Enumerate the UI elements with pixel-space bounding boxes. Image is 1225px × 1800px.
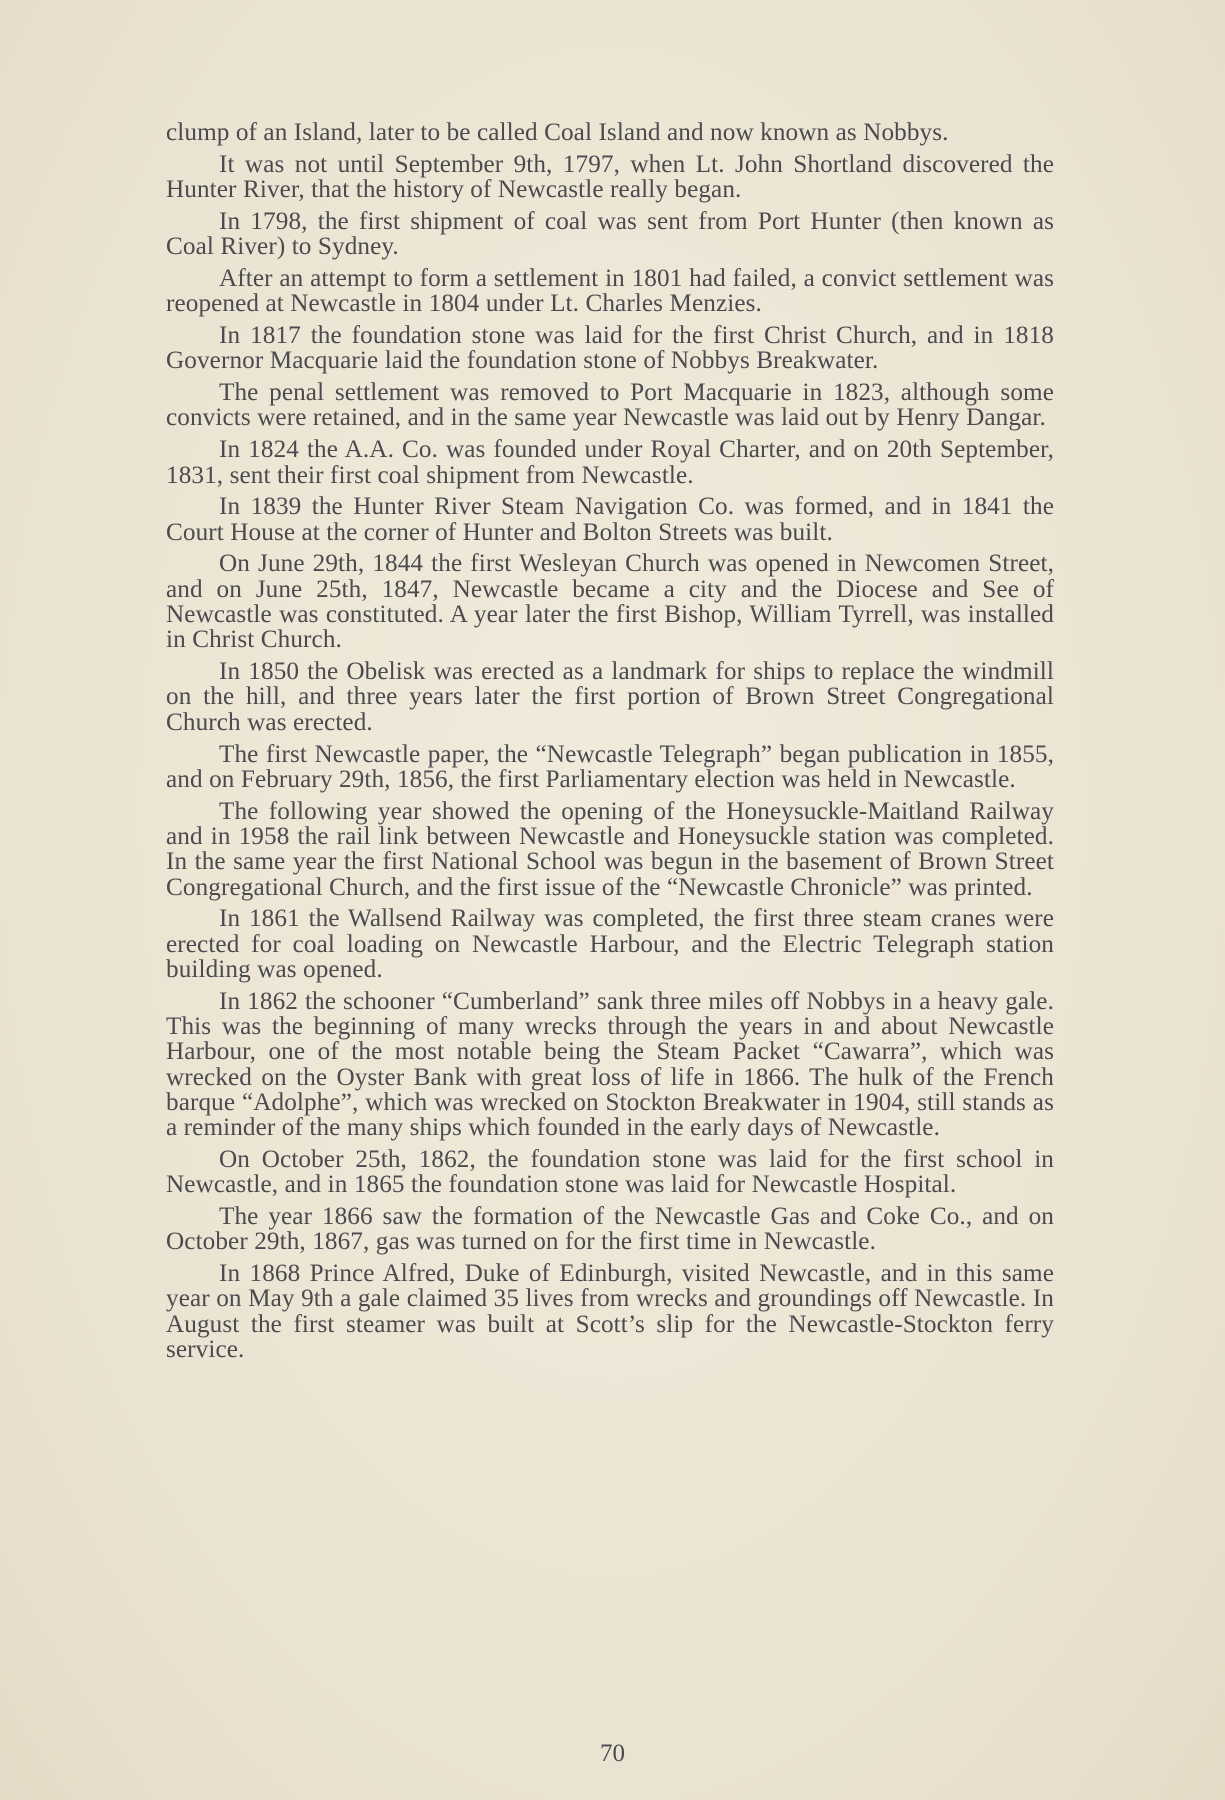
paragraph: After an attempt to form a settlement in 1801 had failed, a convict settlement was reopened at Newcastle in 1804 under Lt. Charles Menzies. xyxy=(166,264,1054,318)
paragraph: On October 25th, 1862, the foundation stone was laid for the first school in Newcastle, and in 1865 the foundation stone was laid for Newcastle Hospital. xyxy=(166,1145,1054,1199)
paragraph: In 1861 the Wallsend Railway was completed, the first three steam cranes were erected for coal loading on Newcastle Harbour, and the Electric Telegraph station building was opened. xyxy=(166,905,1054,983)
paragraph: In 1798, the first shipment of coal was sent from Port Hunter (then known as Coal River) to Sydney. xyxy=(166,207,1054,261)
paragraph: In 1839 the Hunter River Steam Navigation Co. was formed, and in 1841 the Court House at the corner of Hunter and Bolton Streets was built. xyxy=(166,493,1054,546)
paragraph: It was not until September 9th, 1797, when Lt. John Shortland discovered the Hunter River, that the history of Newcastle really began. xyxy=(166,150,1054,204)
paragraph: The year 1866 saw the formation of the Newcastle Gas and Coke Co., and on October 29th, 1867, gas was turned on for the first time in Newcastle. xyxy=(166,1203,1054,1256)
paragraph: In 1868 Prince Alfred, Duke of Edinburgh, visited Newcastle, and in this same year on May 9th a gale claimed 35 lives from wrecks and groundings off Newcastle. In August the first steamer was built at Scott’s slip for the Newcastle-Stockton ferry service. xyxy=(166,1260,1054,1364)
paragraph: In 1817 the foundation stone was laid for the first Christ Church, and in 1818 Governor Macquarie laid the foundation stone of Nobbys Breakwater. xyxy=(166,322,1054,375)
page-number: 70 xyxy=(600,1740,625,1767)
body-text xyxy=(166,120,1054,1369)
paragraph: The first Newcastle paper, the “Newcastle Telegraph” began publication in 1855, and on February 29th, 1856, the first Parliamentary election was held in Newcastle. xyxy=(166,740,1054,793)
paragraph: In 1850 the Obelisk was erected as a landmark for ships to replace the windmill on the hill, and three years later the first portion of Brown Street Congregational Church was erected. xyxy=(166,658,1054,736)
paragraph: The penal settlement was removed to Port Macquarie in 1823, although some convicts were retained, and in the same year Newcastle was laid out by Henry Dangar. xyxy=(166,379,1054,432)
paragraph: On June 29th, 1844 the first Wesleyan Church was opened in Newcomen Street, and on June 25th, 1847, Newcastle became a city and the Diocese and See of Newcastle was constituted. A year later the first Bishop, William Tyrrell, was installed in Christ Church. xyxy=(166,550,1054,654)
paragraph: The following year showed the opening of the Honeysuckle-Maitland Railway and in 1958 the rail link between Newcastle and Honeysuckle station was completed. In the same year the first National School was begun in the basement of Brown Street Congregational Church, and the first issue of the “Newcastle Chronicle” was printed. xyxy=(166,797,1054,901)
paragraph: In 1862 the schooner “Cumberland” sank three miles off Nobbys in a heavy gale. This was the beginning of many wrecks through the years in and about Newcastle Harbour, one of the most notable being the Steam Packet “Cawarra”, which was wrecked on the Oyster Bank with great loss of life in 1866. The hulk of the French barque “Adolphe”, which was wrecked on Stockton Breakwater in 1904, still stands as a reminder of the many ships which founded in the early days of Newcastle. xyxy=(166,987,1054,1142)
paragraph: In 1824 the A.A. Co. was founded under Royal Charter, and on 20th September, 1831, sent their first coal shipment from Newcastle. xyxy=(166,436,1054,489)
paragraph: clump of an Island, later to be called Coal Island and now known as Nobbys. xyxy=(166,119,949,146)
